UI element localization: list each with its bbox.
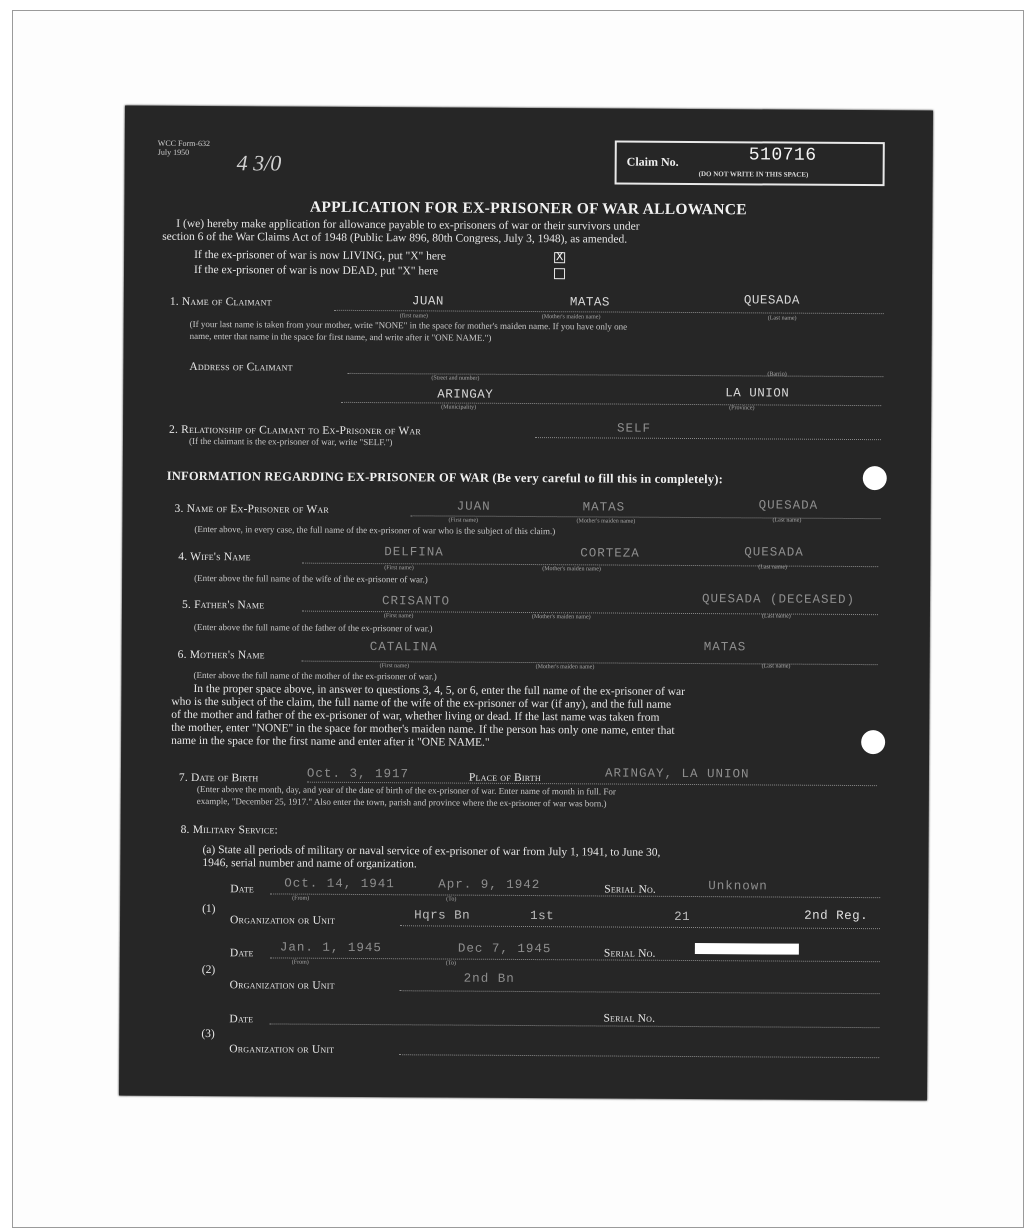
relationship-note: (If the claimant is the ex-prisoner of war, write "SELF.") [188,435,393,448]
claimant-last-name: QUESADA [743,293,800,308]
row3-serial-label: Serial No. [603,1012,656,1025]
military-para-2: 1946, serial number and name of organization. [202,857,417,871]
birth-note-1: (Enter above the month, day, and year of the date of birth of the ex-prisoner of war. Enter name of month in full. For [196,783,616,797]
pow-name-note: (Enter above, in every case, the full name of the ex-prisoner of war who is the subject of this claim.) [194,523,556,537]
section-heading: INFORMATION REGARDING EX-PRISONER OF WAR (Be very careful to fill this in completely): [166,468,724,487]
father-name-label: 5. Father's Name [181,598,265,612]
wife-note: (Enter above the full name of the wife of the ex-prisoner of war.) [194,572,428,585]
claim-label: Claim No. [626,154,679,169]
row2-serial-label: Serial No. [603,947,656,960]
birth-note-2: example, "December 25, 1917." Also enter the town, parish and province where the ex-prisoner of war was born.) [196,795,607,809]
claim-number-box [615,141,885,187]
address-province: LA UNION [725,386,790,401]
mother-note: (Enter above the full name of the mother of the ex-prisoner of war.) [193,669,437,682]
intro-line-1: I (we) hereby make application for allowance payable to ex-prisoners of war or their survivors under [176,217,640,233]
instructions-line-3: of the mother and father of the ex-prisoner of war, whether living or dead. If the last name was taken from [171,708,660,724]
row1-org-b: 1st [530,909,555,924]
row1-to: Apr. 9, 1942 [438,877,541,893]
row1-date-label: Date [230,883,255,896]
claim-note: (DO NOT WRITE IN THIS SPACE) [698,170,809,179]
address-label: Address of Claimant [189,360,293,374]
father-first-name: CRISANTO [381,594,451,609]
redaction-bar [695,943,799,955]
instructions-line-4: the mother, enter "NONE" in the space for mother's maiden name. If the person has only one name, enter that [171,721,675,737]
claimant-first-name: JUAN [411,294,444,309]
pow-name-label: 3. Name of Ex-Prisoner of War [174,502,329,516]
row1-org-d: 2nd Reg. [804,908,869,924]
row3-number: (3) [201,1028,215,1041]
row2-to: Dec 7, 1945 [457,941,552,957]
claimant-note-1: (If your last name is taken from your mother, write "NONE" in the space for mother's maiden name. If you have only one [189,318,628,332]
form-title: APPLICATION FOR EX-PRISONER OF WAR ALLOWANCE [309,198,747,219]
row2-date-label: Date [229,947,254,960]
row1-org-label: Organization or Unit [230,914,336,927]
punch-hole-top [863,466,887,490]
wife-middle-name: CORTEZA [580,546,640,561]
check-x-icon: X [555,250,564,264]
dead-label: If the ex-prisoner of war is now DEAD, put "X" here [193,263,439,278]
punch-hole-bottom [861,730,885,754]
claimant-note-2: name, enter that name in the space for first name, and write after it "ONE NAME.") [189,330,492,343]
father-note: (Enter above the full name of the father of the ex-prisoner of war.) [193,621,433,634]
military-para-1: (a) State all periods of military or naval service of ex-prisoner of war from July 1, 1941, to June 30, [202,844,661,859]
wife-first-name: DELFINA [384,545,444,560]
form-number: WCC Form-632 [157,138,211,149]
row2-number: (2) [201,964,216,977]
relationship-value: SELF [617,421,652,436]
father-last-name: QUESADA (DECEASED) [701,592,856,608]
birth-date-label: 7. Date of Birth [178,771,259,785]
mother-middle-name: MATAS [703,640,747,655]
handwritten-mark: 4 3/0 [236,150,282,176]
claim-number: 510716 [748,145,817,166]
row1-org-a: Hqrs Bn [414,908,471,923]
intro-line-2: section 6 of the War Claims Act of 1948 (Public Law 896, 80th Congress, July 3, 1948), as amended. [162,230,628,246]
mother-name-label: 6. Mother's Name [177,648,265,662]
instructions-line-1: In the proper space above, in answer to questions 3, 4, 5, or 6, enter the full name of the ex-prisoner of war [193,682,685,698]
wife-last-name: QUESADA [744,545,804,560]
claimant-name-label: 1. Name of Claimant [169,295,272,309]
row3-date-label: Date [229,1013,254,1026]
living-label: If the ex-prisoner of war is now LIVING, put "X" here [194,248,446,263]
wife-name-label: 4. Wife's Name [178,550,251,564]
mother-first-name: CATALINA [369,640,438,655]
instructions-line-5: name in the space for the first name and enter after it "ONE NAME." [171,734,490,749]
row1-from: Oct. 14, 1941 [284,876,395,892]
row1-serial: Unknown [708,879,768,894]
birth-place: ARINGAY, LA UNION [604,766,750,782]
pow-first-name: JUAN [456,499,491,514]
form-date: July 1950 [157,147,190,157]
dead-checkbox[interactable] [554,268,565,279]
birth-date: Oct. 3, 1917 [306,766,410,782]
address-municipality: ARINGAY [437,387,494,402]
living-checkbox[interactable] [554,252,565,263]
row1-number: (1) [202,903,216,916]
instructions-line-2: who is the subject of the claim, the full name of the wife of the ex-prisoner of war (if any), and the full name [171,695,672,711]
birth-place-label: Place of Birth [468,771,541,785]
pow-last-name: QUESADA [758,498,819,513]
row1-serial-label: Serial No. [604,883,657,896]
row2-org-label: Organization or Unit [229,979,335,992]
military-label: 8. Military Service: [180,823,279,837]
row1-org-c: 21 [674,909,691,925]
row2-from: Jan. 1, 1945 [279,940,382,956]
relationship-label: 2. Relationship of Claimant to Ex-Prisoner of War [169,423,421,438]
claimant-mothers-name: MATAS [569,295,610,310]
row2-org-a: 2nd Bn [463,971,515,986]
pow-middle-name: MATAS [582,500,626,515]
photostat-form: WCC Form-632 July 1950 4 3/0 Claim No. 510716 (DO NOT WRITE IN THIS SPACE) APPLICATION FOR EX-PRISONER OF WAR ALLOWANCE I (we) hereby make application for allowance payable to ex-prisoners of war or their survivors under section 6 of the War Claims Act of 1948 (Public Law 896, 80th Congress, July 3, 1948), as amended. If the ex-prisoner of war is now LIVING, put "X" here X If the ex-prisoner of war is now DEAD, put "X" here 1. Name of Claimant JUAN MATAS QUESADA (first name) (Mother's maiden name) (Last name) (If your last name is taken from your mother, write "NONE" in the space for mother's maiden name. If you have only one name, enter that name in the space for first name, and write after it "ONE NAME.") Address of Claimant (Street and number) (Barrio) ARINGAY LA UNION (Municipality) (Province) 2. Relationship of Claimant to Ex-Prisoner of War SELF (If the claimant is the ex-prisoner of war, write "SELF.") INFORMATION REGARDING EX-PRISONER OF WAR (Be very careful to fill this in completely): 3. Name of Ex-Prisoner of War JUAN MATAS QUESADA (First name) (Mother's maiden name) (Last name) (Enter above, in every case, the full name of the ex-prisoner of war who is the subject of this claim.) 4. Wife's Name DELFINA CORTEZA QUESADA (First name) (Mother's maiden name) (Last name) (Enter above the full name of the wife of the ex-prisoner of war.) 5. Father's Name CRISANTO QUESADA (DECEASED) (First name) (Mother's maiden name) (Last name) (Enter above the full name of the father of the ex-prisoner of war.) 6. Mother's Name CATALINA MATAS (First name) (Mother's maiden name) (Last name) (Enter above the full name of the mother of the ex-prisoner of war.) In the proper space above, in answer to questions 3, 4, 5, or 6, enter the full name of the ex-prisoner of war who is the subject of the claim, the full name of the wife of the ex-prisoner of war (if any), and the full name of the mother and father of the ex-prisoner of war, whether living or dead. If the last name was taken from the mother, enter "NONE" in the space for mother's maiden name. If the person has only one name, enter that name in the space for the first name and enter after it "ONE NAME." 7. Date of Birth Oct. 3, 1917 Place of Birth ARINGAY, LA UNION (Enter above the month, day, and year of the date of birth of the ex-prisoner of war. Enter name of month in full. For example, "December 25, 1917." Also enter the town, parish and province where the ex-prisoner of war was born.) 8. Military Service: (a) State all periods of military or naval service of ex-prisoner of war from July 1, 1941, to June 30, 1946, serial number and name of organization. Date Oct. 14, 1941 Apr. 9, 1942 Serial No. Unknown (From) (To) (1) Organization or Unit Hqrs Bn 1st 21 2nd Reg. Date Jan. 1, 1945 Dec 7, 1945 Serial No. (From) (To) (2) Organization or Unit 2nd Bn Date Serial No. (3) Organization or Unit [119,106,933,1101]
row3-org-label: Organization or Unit [229,1043,335,1056]
